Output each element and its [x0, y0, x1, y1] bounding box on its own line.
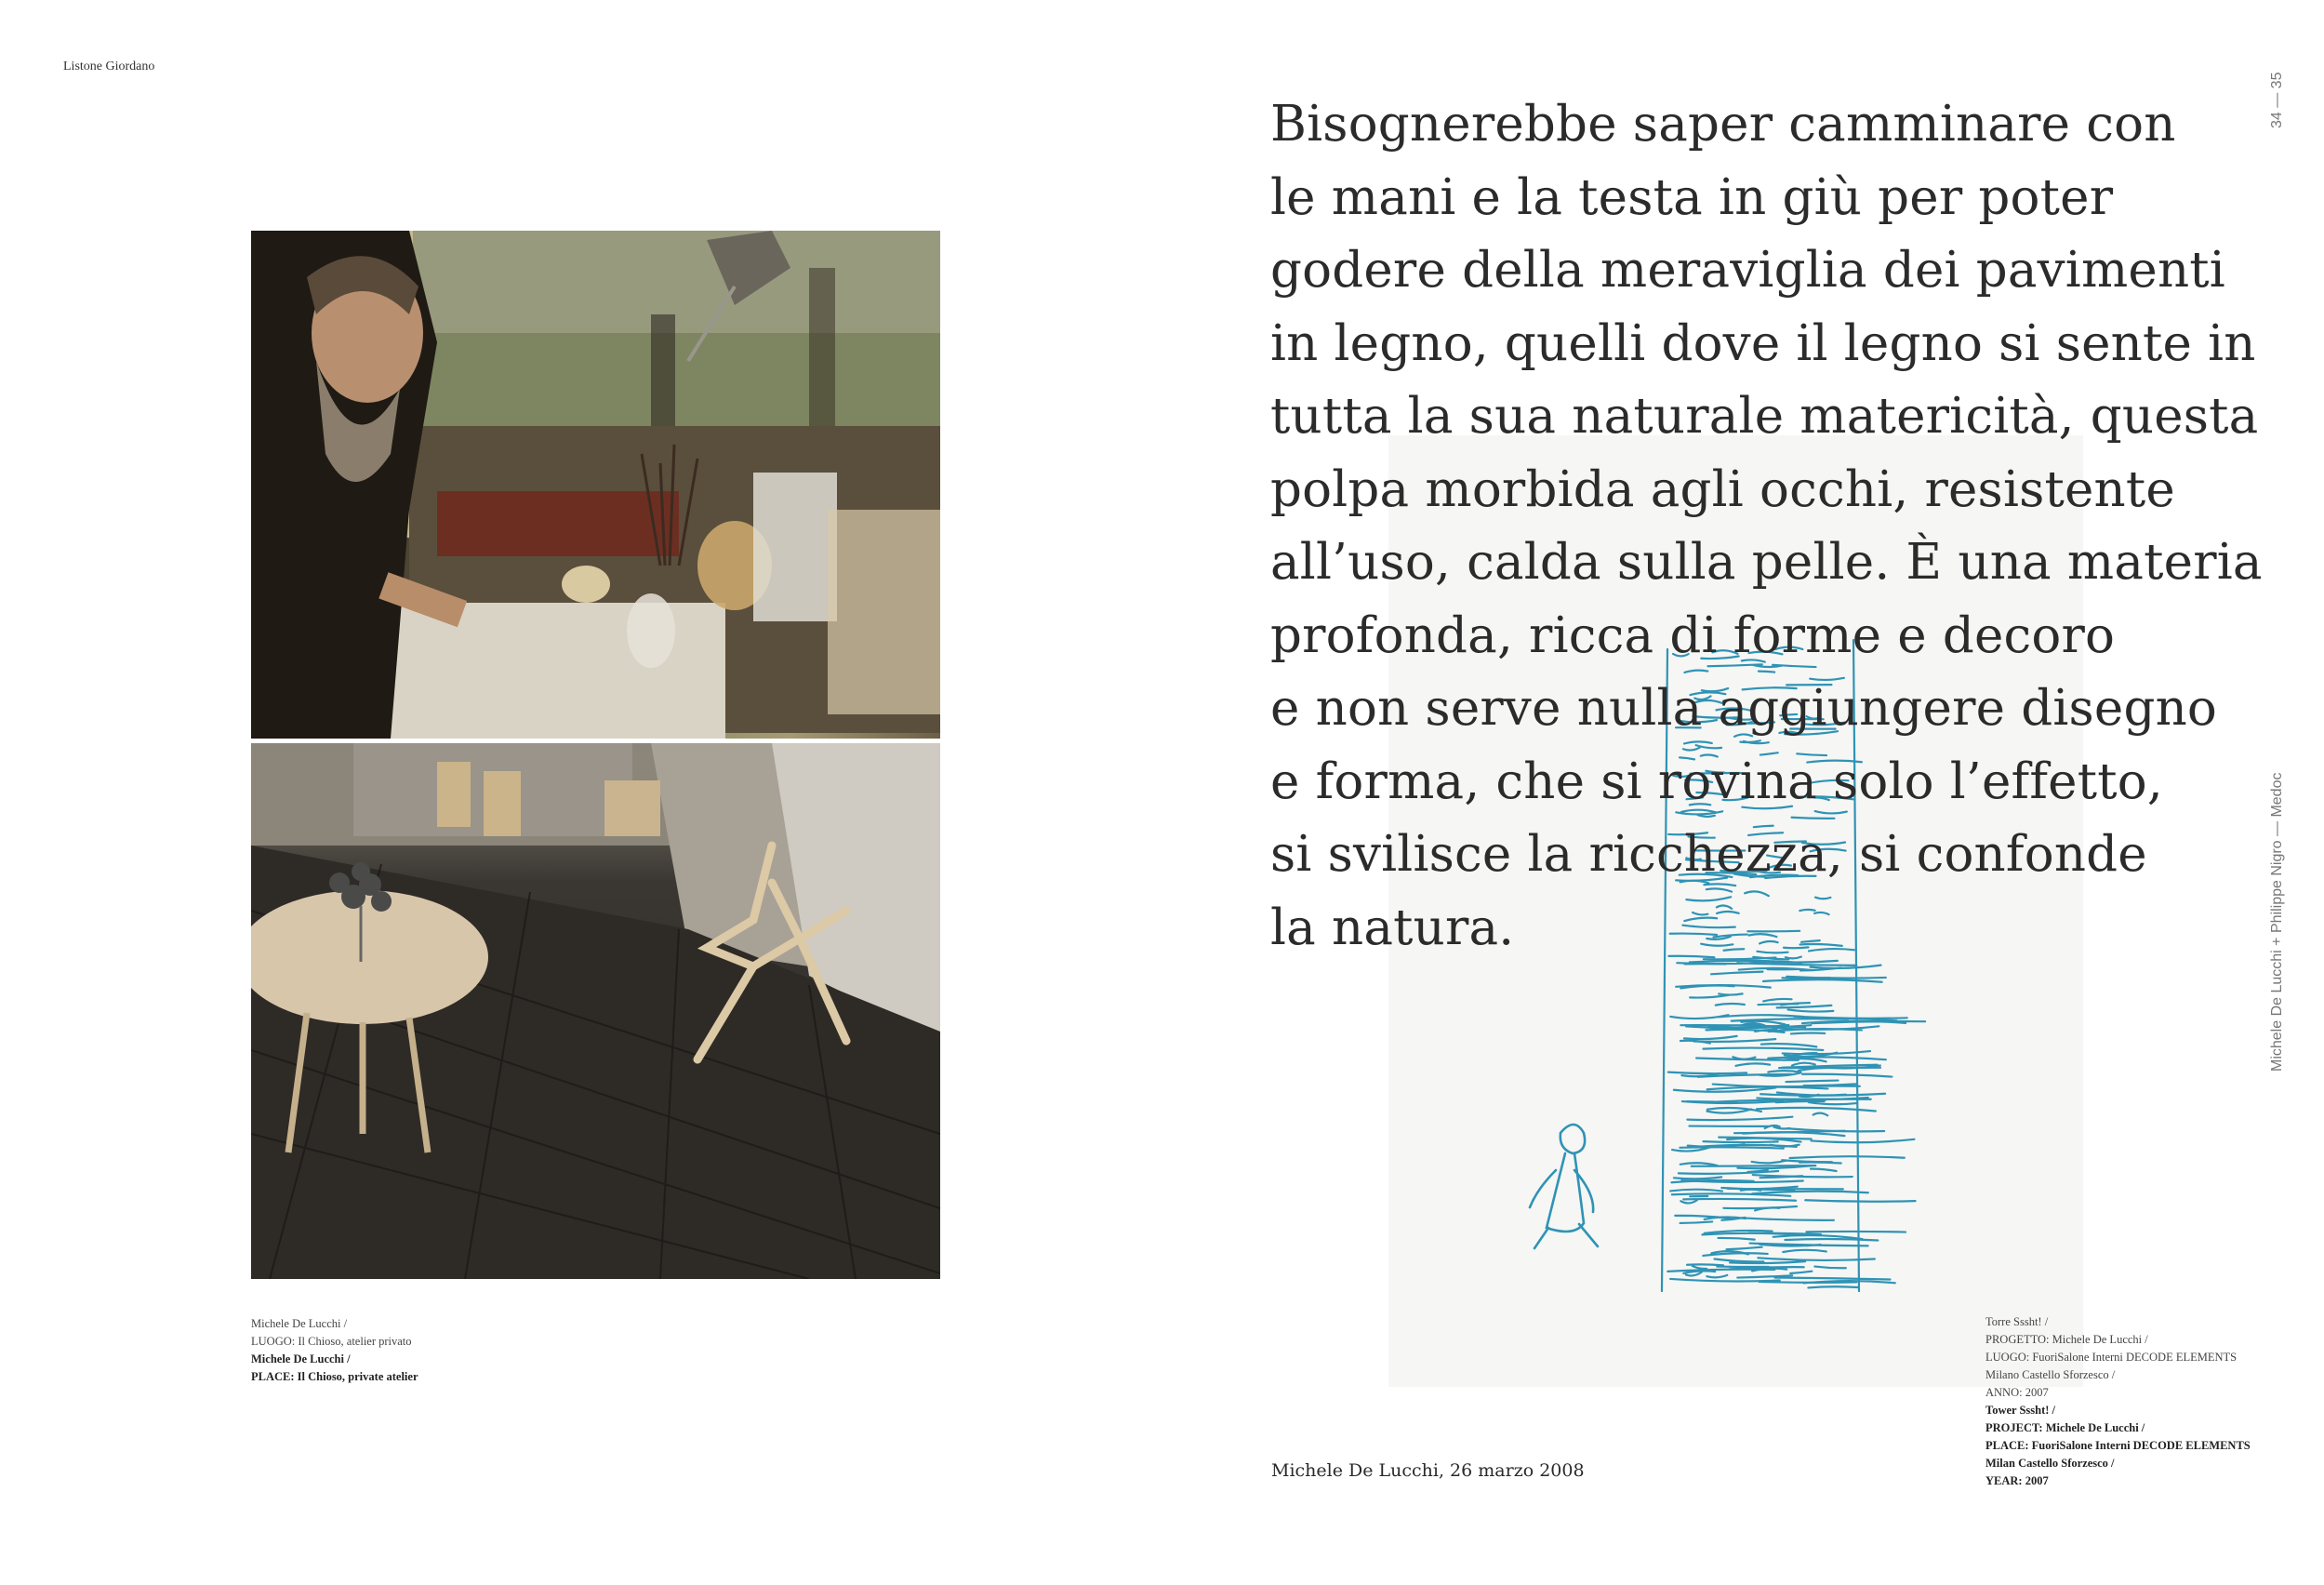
sketch-stroke	[1763, 979, 1882, 982]
caption-right	[1985, 1313, 2251, 1490]
page-numbers: 34 — 35	[2269, 72, 2285, 128]
quote-line: la natura.	[1270, 899, 1515, 956]
sketch-stroke	[1687, 1117, 1792, 1120]
sketch-stroke	[1715, 1259, 1764, 1261]
sketch-stroke	[1758, 1258, 1875, 1260]
quote-line: godere della meraviglia dei pavimenti	[1270, 242, 2225, 299]
quote-line: all’uso, calda sulla pelle. È una materia	[1270, 534, 2263, 591]
sketch-stroke	[1713, 1085, 1813, 1087]
sketch-stroke	[1719, 1238, 1755, 1240]
floor-photo	[251, 743, 940, 1279]
caption-line: Tower Sssht! /	[1985, 1404, 2056, 1417]
sketch-stroke	[1774, 1277, 1890, 1279]
sketch-stroke	[1790, 1272, 1812, 1273]
sketch-stroke	[1680, 1200, 1696, 1203]
sketch-figure-stroke	[1547, 1153, 1584, 1232]
side-credit: Michele De Lucchi + Philippe Nigro — Medoc	[2269, 772, 2285, 1072]
sketch-stroke	[1813, 1113, 1828, 1116]
sketch-stroke	[1703, 1048, 1823, 1050]
caption-line: LUOGO: Il Chioso, atelier privato	[251, 1335, 412, 1348]
floor-photo-drawing	[251, 743, 940, 1279]
sketch-stroke	[1690, 995, 1729, 998]
caption-line: ANNO: 2007	[1985, 1386, 2049, 1399]
signature: Michele De Lucchi, 26 marzo 2008	[1271, 1460, 1585, 1481]
sketch-stroke	[1680, 1221, 1713, 1222]
sketch-stroke	[1794, 1017, 1907, 1019]
sketch-stroke	[1683, 1199, 1796, 1201]
sketch-stroke	[1706, 1275, 1727, 1277]
sketch-stroke	[1784, 1059, 1826, 1061]
quote-line: in legno, quelli dove il legno si sente in	[1270, 314, 2256, 372]
sketch-stroke	[1719, 1015, 1803, 1017]
caption-line: PLACE: FuoriSalone Interni DECODE ELEMENTS	[1985, 1439, 2251, 1452]
sketch-stroke	[1785, 1239, 1878, 1241]
sketch-stroke	[1687, 1264, 1723, 1265]
sketch-stroke	[1786, 1081, 1839, 1083]
sketch-stroke	[1674, 1177, 1721, 1179]
sketch-stroke	[1684, 1036, 1737, 1039]
sketch-stroke	[1752, 1161, 1786, 1164]
sketch-stroke	[1670, 1190, 1722, 1192]
sketch-stroke	[1790, 1156, 1905, 1158]
sketch-stroke	[1812, 1139, 1915, 1142]
sketch-stroke	[1693, 1266, 1706, 1269]
running-head: Listone Giordano	[63, 60, 155, 73]
caption-line: Milan Castello Sforzesco /	[1985, 1457, 2115, 1470]
sketch-stroke	[1776, 1101, 1825, 1102]
caption-line: Michele De Lucchi /	[251, 1352, 351, 1365]
caption-line: PROJECT: Michele De Lucchi /	[1985, 1421, 2145, 1434]
sketch-stroke	[1768, 1071, 1800, 1072]
caption-line: Michele De Lucchi /	[251, 1317, 348, 1330]
sketch-stroke	[1814, 1267, 1845, 1269]
caption-left	[251, 1315, 418, 1386]
sketch-stroke	[1805, 1200, 1915, 1201]
quote-text	[1270, 88, 2263, 965]
quote-line: e non serve nulla aggiungere disegno	[1270, 680, 2218, 737]
sketch-figure-stroke	[1530, 1170, 1593, 1212]
quote-line: tutta la sua naturale matericità, questa	[1270, 388, 2259, 445]
sketch-stroke	[1668, 1072, 1746, 1074]
quote-line: e forma, che si rovina solo l’effetto,	[1270, 753, 2163, 810]
sketch-stroke	[1719, 993, 1742, 994]
sketch-stroke	[1692, 1165, 1816, 1166]
sketch-figure-stroke	[1534, 1224, 1598, 1248]
caption-line: Milano Castello Sforzesco /	[1985, 1368, 2116, 1381]
sketch-stroke	[1809, 1102, 1856, 1104]
sketch-stroke	[1777, 1006, 1832, 1008]
caption-line: PROGETTO: Michele De Lucchi /	[1985, 1333, 2148, 1346]
sketch-stroke	[1706, 1110, 1751, 1113]
sketch-stroke	[1792, 1063, 1815, 1066]
sketch-stroke	[1667, 1270, 1774, 1272]
quote-line: si svilisce la ricchezza, si confonde	[1270, 826, 2147, 883]
sketch-stroke	[1761, 1044, 1816, 1046]
sketch-stroke	[1752, 1192, 1868, 1194]
sketch-stroke	[1716, 1004, 1745, 1006]
caption-line: PLACE: Il Chioso, private atelier	[251, 1370, 418, 1383]
sketch-stroke	[1773, 1127, 1789, 1129]
sketch-figure-stroke	[1560, 1125, 1585, 1153]
sketch-stroke	[1808, 1286, 1858, 1287]
quote-line: profonda, ricca di forme e decoro	[1270, 606, 2116, 664]
sketch-stroke	[1788, 1009, 1834, 1011]
caption-line: YEAR: 2007	[1985, 1474, 2049, 1487]
sketch-stroke	[1802, 1074, 1892, 1077]
sketch-stroke	[1763, 999, 1791, 1001]
quote-line: le mani e la testa in giù per poter	[1270, 168, 2114, 226]
sketch-stroke	[1726, 1247, 1761, 1250]
sketch-stroke	[1791, 1033, 1825, 1034]
caption-line: Torre Sssht! /	[1985, 1315, 2049, 1328]
studio-photo-drawing	[251, 231, 940, 739]
sketch-stroke	[1758, 1004, 1798, 1005]
quote-line: Bisognerebbe saper camminare con	[1270, 96, 2176, 153]
sketch-stroke	[1783, 1250, 1826, 1252]
caption-line: LUOGO: FuoriSalone Interni DECODE ELEMENTS	[1985, 1351, 2238, 1364]
studio-photo	[251, 231, 940, 739]
sketch-stroke	[1760, 1094, 1885, 1096]
sketch-stroke	[1670, 1015, 1728, 1019]
sketch-stroke	[1702, 1233, 1804, 1235]
sketch-stroke	[1679, 1171, 1778, 1174]
sketch-stroke	[1782, 978, 1829, 979]
sketch-stroke	[1782, 1160, 1832, 1162]
sketch-stroke	[1742, 1218, 1834, 1220]
sketch-stroke	[1735, 1063, 1770, 1065]
sketch-stroke	[1811, 1169, 1837, 1171]
sketch-stroke	[1743, 1132, 1844, 1136]
sketch-stroke	[1711, 972, 1762, 975]
sketch-stroke	[1707, 1108, 1761, 1112]
sketch-stroke	[1704, 1141, 1778, 1142]
quote-line: polpa morbida agli occhi, resistente	[1270, 460, 2175, 518]
